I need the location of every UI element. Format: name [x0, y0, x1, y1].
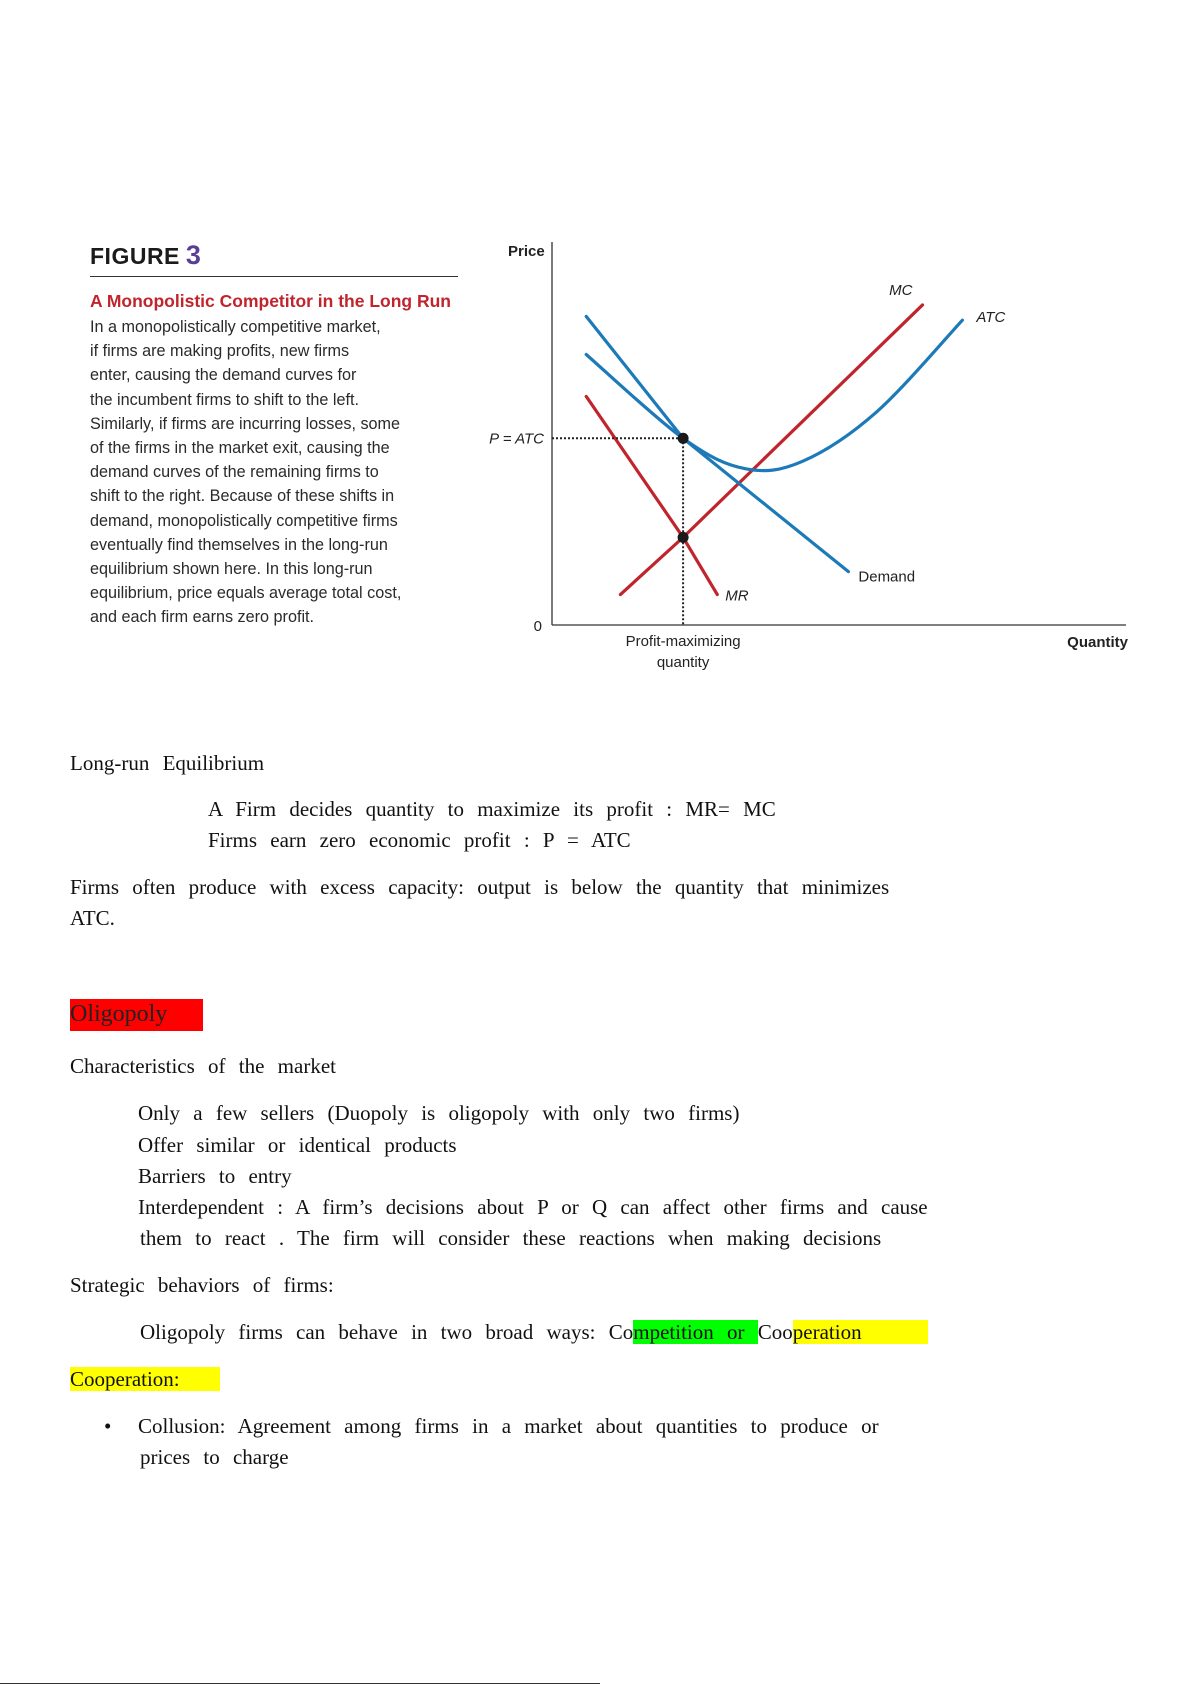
- longrun-bullet-2: [174, 828, 631, 853]
- excess-capacity-line-1: Firms often produce with excess capacity: output is below the quantity that minimizes: [70, 875, 890, 899]
- chart-axes: [489, 242, 1129, 671]
- bullet-dot: •: [104, 1414, 112, 1438]
- footer-divider: [0, 1683, 600, 1684]
- caption-line: and each firm earns zero profit.: [90, 608, 315, 627]
- caption-line: of the firms in the market exit, causing the: [90, 439, 390, 458]
- longrun-bullet-1: [174, 797, 776, 822]
- caption-line: shift to the right. Because of these shifts in: [90, 487, 395, 506]
- caption-line: if firms are making profits, new firms: [90, 342, 350, 361]
- figure-label-text: FIGURE: [90, 243, 180, 269]
- cooperation-highlight: peration: [793, 1320, 928, 1344]
- caption-line: eventually find themselves in the long-run: [90, 535, 388, 554]
- caption-line: enter, causing the demand curves for: [90, 366, 357, 385]
- cooperation-heading-text: Cooperation:: [70, 1367, 220, 1391]
- characteristic-bullet-1: [104, 1101, 739, 1126]
- chart-series: [586, 282, 1005, 605]
- strategic-mid: Coo: [757, 1320, 793, 1344]
- bullet-text: A Firm decides quantity to maximize its profit : MR= MC: [208, 797, 776, 821]
- interdependent-continuation: them to react . The firm will consider these reactions when making decisions: [140, 1226, 882, 1250]
- equilibrium-price-point: [678, 433, 689, 444]
- figure-label: [90, 240, 201, 271]
- x-tick-label-line-1: Profit-maximizing: [625, 633, 741, 650]
- characteristics-heading: Characteristics of the market: [70, 1054, 336, 1078]
- collusion-line-2: prices to charge: [140, 1445, 289, 1469]
- collusion-bullet: [104, 1414, 879, 1439]
- x-tick-label-line-2: quantity: [656, 654, 710, 671]
- figure-caption: [90, 315, 460, 630]
- excess-capacity-line-2: ATC.: [70, 906, 115, 930]
- chart-marks: [552, 433, 689, 625]
- series-demand-label: Demand: [858, 568, 916, 586]
- collusion-line-1: Collusion: Agreement among firms in a market about quantities to produce or: [138, 1414, 879, 1438]
- caption-line: demand curves of the remaining firms to: [90, 463, 379, 482]
- strategic-pre: Oligopoly firms can behave in two broad ways: Co: [140, 1320, 634, 1344]
- series-demand-curve: [586, 316, 848, 571]
- figure-number: 3: [185, 240, 202, 270]
- caption-line: equilibrium, price equals average total cost,: [90, 584, 402, 603]
- oligopoly-heading-text: Oligopoly: [70, 999, 203, 1031]
- series-mc-curve: [620, 305, 922, 595]
- bullet-text: Barriers to entry: [138, 1164, 292, 1188]
- series-mc-label: MC: [889, 281, 913, 299]
- bullet-text: Interdependent : A firm’s decisions about P or Q can affect other firms and cause: [138, 1195, 928, 1219]
- longrun-heading: Long-run Equilibrium: [70, 751, 265, 775]
- caption-line: In a monopolistically competitive market,: [90, 318, 381, 336]
- figure-divider: [90, 276, 458, 277]
- caption-line: demand, monopolistically competitive firms: [90, 511, 398, 530]
- characteristic-bullet-3: [104, 1164, 292, 1189]
- bullet-text: Offer similar or identical products: [138, 1133, 457, 1157]
- competition-highlight: mpetition or: [633, 1320, 758, 1344]
- characteristic-bullet-2: [104, 1133, 457, 1158]
- oligopoly-heading: [70, 1001, 203, 1028]
- characteristic-bullet-4: [104, 1195, 928, 1220]
- bullet-text: Only a few sellers (Duopoly is oligopoly with only two firms): [138, 1101, 740, 1125]
- caption-line: the incumbent firms to shift to the left.: [90, 390, 360, 409]
- x-axis-label: Quantity: [1067, 634, 1128, 651]
- caption-line: equilibrium shown here. In this long-run: [90, 560, 373, 579]
- y-tick-label: P = ATC: [489, 430, 544, 448]
- strategic-heading: Strategic behaviors of firms:: [70, 1273, 334, 1297]
- series-atc-label: ATC: [976, 309, 1006, 327]
- origin-label: 0: [533, 618, 542, 635]
- long-run-chart: [470, 236, 1130, 676]
- caption-line: Similarly, if firms are incurring losses, some: [90, 414, 401, 433]
- strategic-line: [140, 1320, 928, 1345]
- figure-title: A Monopolistic Competitor in the Long Run: [90, 291, 451, 311]
- series-mr-label: MR: [725, 587, 749, 605]
- mr-mc-intersection-point: [678, 532, 689, 543]
- cooperation-heading: [70, 1367, 220, 1392]
- y-axis-label: Price: [508, 243, 545, 260]
- bullet-text: Firms earn zero economic profit : P = ATC: [208, 828, 631, 852]
